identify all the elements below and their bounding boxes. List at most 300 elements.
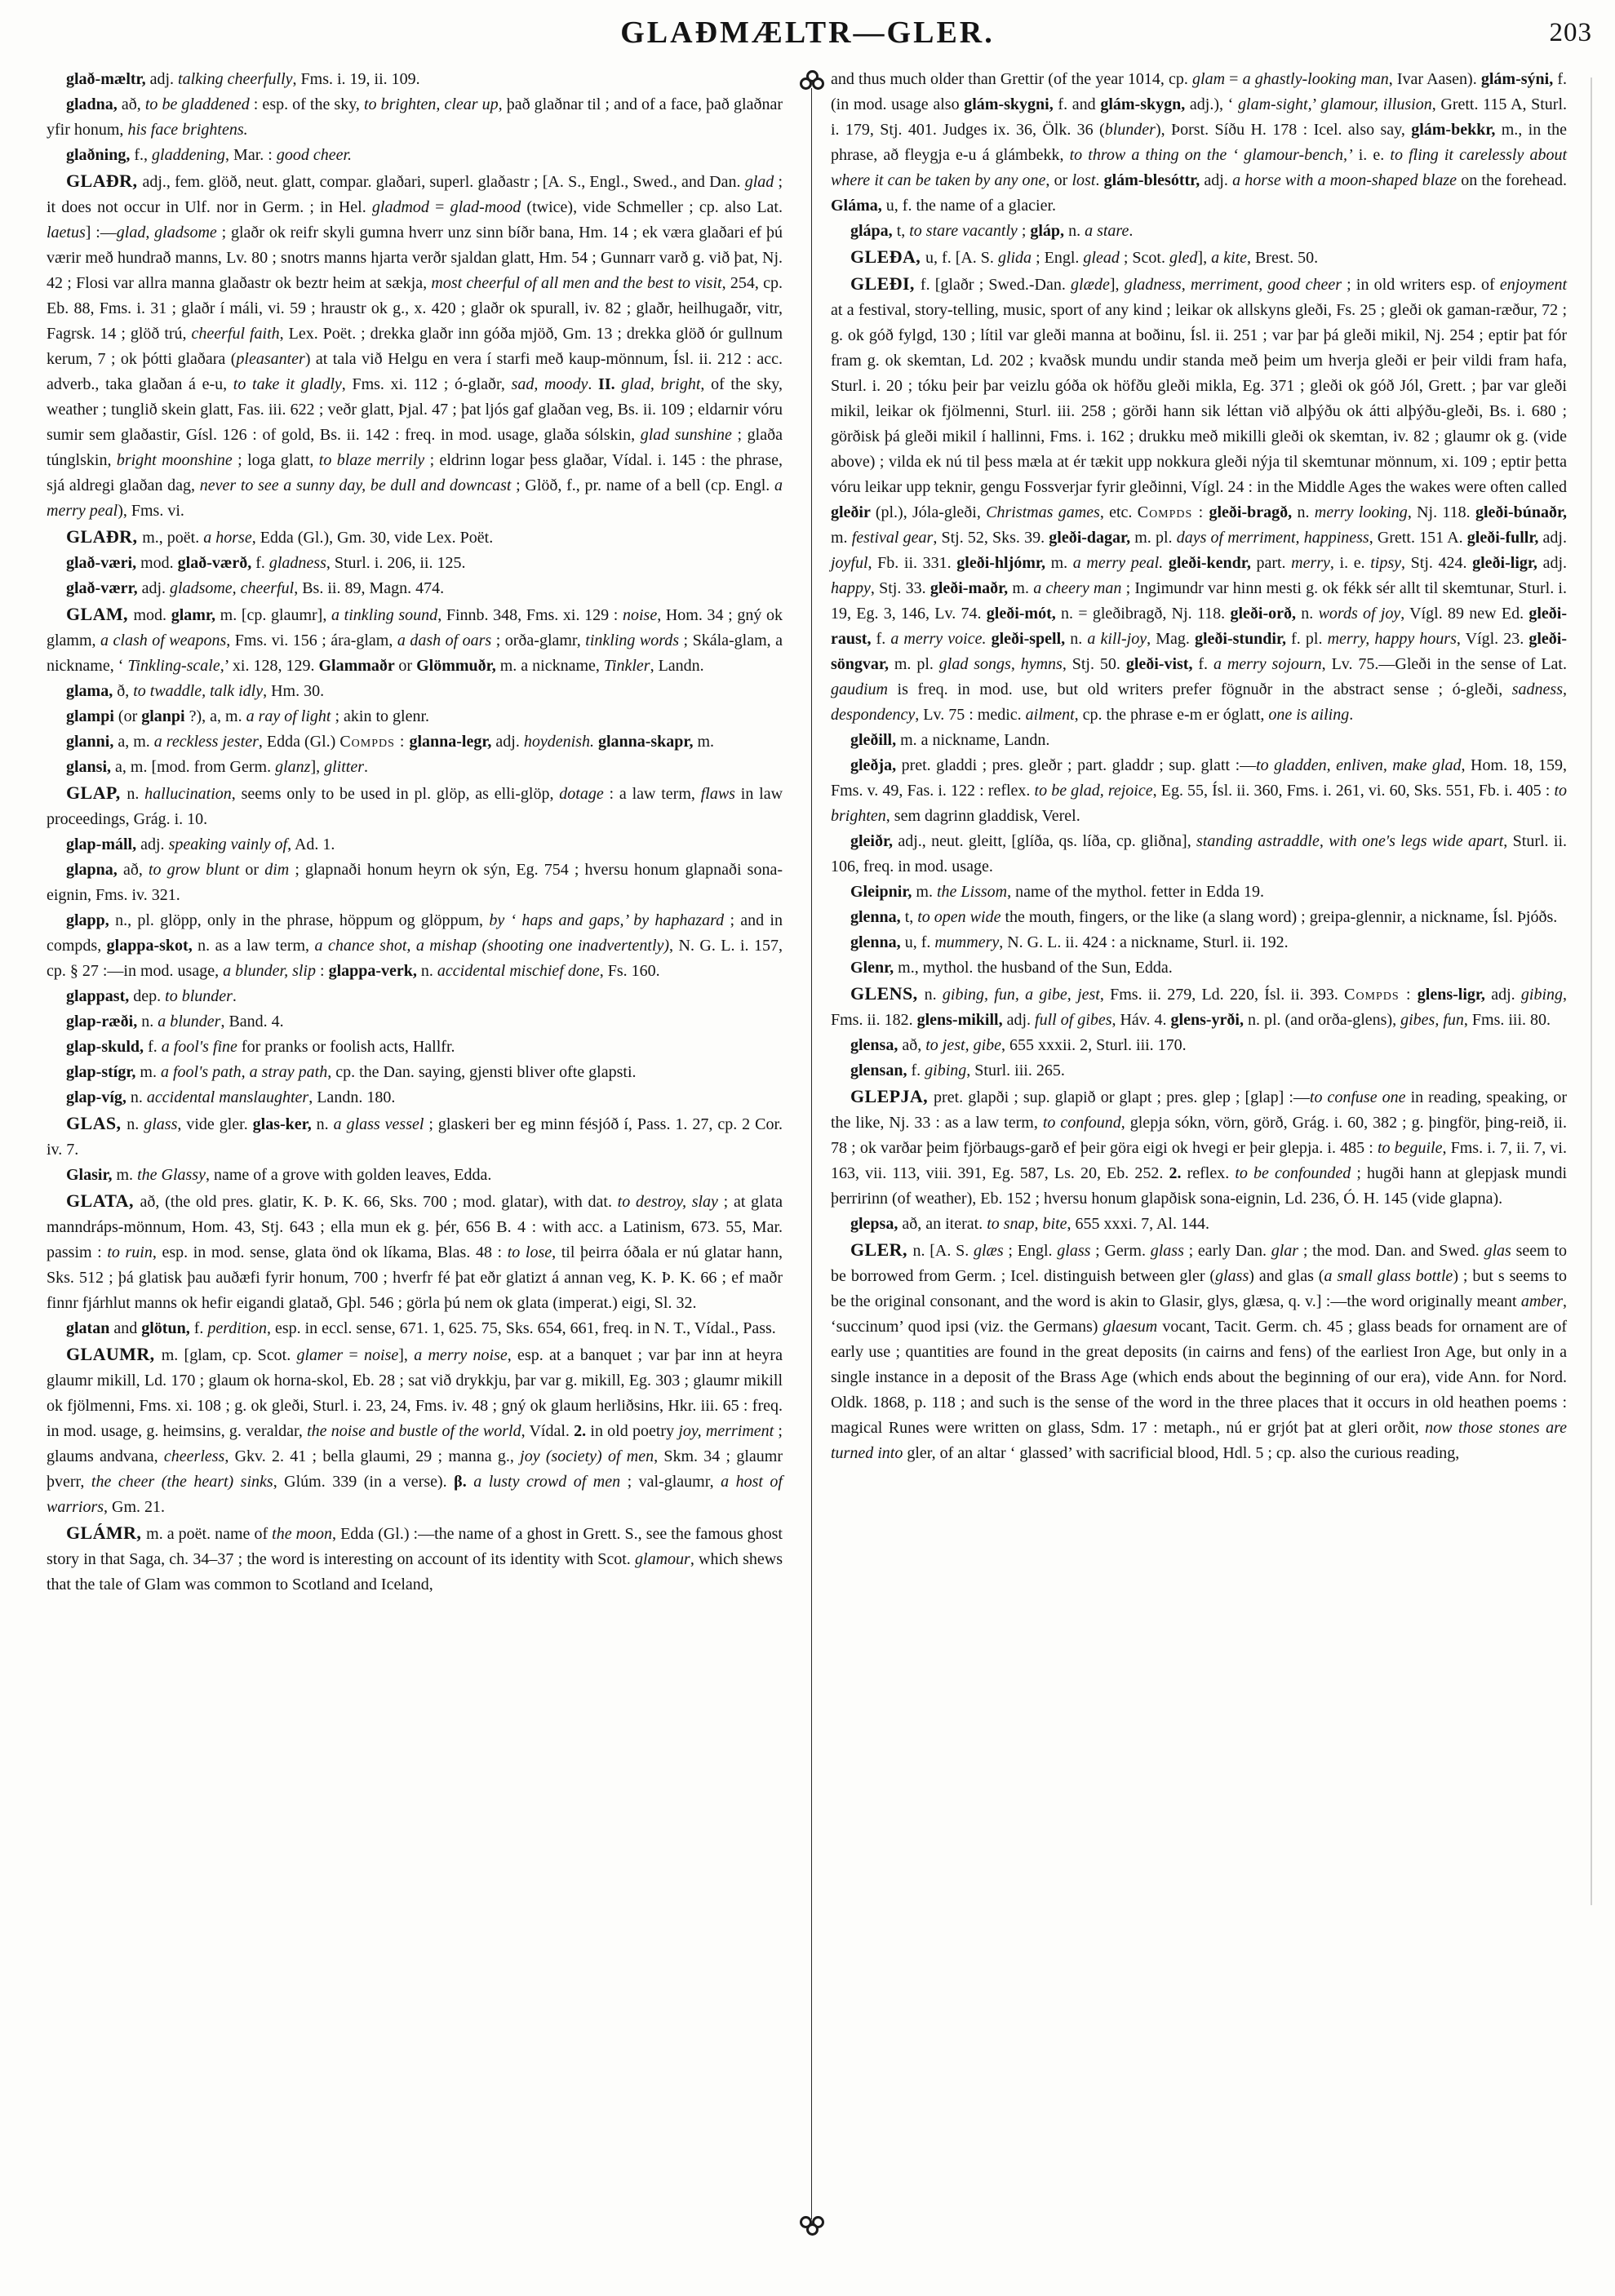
text-run: , glepja sókn, vörn, görð, Grág. i. 60, 382 ; g. þingför, þing-reið, ii. 78 ; ok varðar þeim fjörbaugs-garð ef þeir göra eigi ok hvegi er þeir glepja. i. 485 : bbox=[831, 1114, 1567, 1157]
text-run: það glaðnar til ; and of a face, það glaðnar yfir honum, bbox=[47, 95, 783, 139]
text-run: part. bbox=[1256, 554, 1292, 572]
dictionary-entry bbox=[47, 1035, 783, 1060]
text-run: ; Glöð, f., pr. name of a bell (cp. Engl. bbox=[511, 476, 775, 494]
text-run: glæs bbox=[973, 1242, 1004, 1260]
dictionary-entry bbox=[47, 601, 783, 679]
dictionary-entry bbox=[47, 67, 783, 92]
headword: gleði-ligr, bbox=[1472, 554, 1543, 572]
text-run: to destroy, slay bbox=[617, 1193, 718, 1211]
headword: gleðir bbox=[831, 503, 876, 521]
text-run: ; loga glatt, bbox=[232, 451, 319, 469]
text-run: n. bbox=[1301, 605, 1319, 623]
headword: glapp, bbox=[66, 911, 116, 929]
text-run: að, (the old pres. glatir, K. Þ. K. 66, Sks. 700 ; mod. glatar), with dat. bbox=[140, 1193, 618, 1211]
dictionary-entry bbox=[831, 1237, 1567, 1466]
text-run: (or bbox=[118, 707, 142, 725]
text-run: f. bbox=[148, 1038, 162, 1056]
text-run: , Lv. 75 : medic. bbox=[915, 706, 1026, 724]
text-run: adj. bbox=[1204, 171, 1233, 189]
text-run: , Stj. 33. bbox=[870, 579, 930, 597]
text-run: , Mag. bbox=[1147, 630, 1195, 648]
text-run: or bbox=[398, 657, 417, 675]
text-run: , Stj. 52, Sks. 39. bbox=[933, 529, 1049, 547]
text-run: , name of a grove with golden leaves, Edda. bbox=[205, 1166, 492, 1184]
text-run: festival gear bbox=[851, 529, 934, 547]
text-run: , sem dagrinn gladdisk, Verel. bbox=[885, 807, 1080, 825]
text-run: f. (in mod. usage also bbox=[831, 70, 1568, 113]
column-divider-rule bbox=[811, 88, 812, 2219]
headword: Gláma, bbox=[831, 197, 886, 215]
text-run: f. bbox=[1198, 655, 1213, 673]
headword: gleðill, bbox=[850, 731, 901, 749]
dictionary-entry bbox=[47, 551, 783, 576]
headword: GLAÐR, bbox=[66, 171, 143, 191]
text-run: = bbox=[428, 198, 450, 216]
text-run: to blaze merrily bbox=[318, 451, 425, 469]
headword: glám-skygni, bbox=[964, 95, 1058, 113]
text-run: flaws bbox=[700, 785, 735, 803]
headword: glappast, bbox=[66, 987, 134, 1005]
headword: glanna-skapr, bbox=[597, 733, 698, 751]
text-run: gibes, fun bbox=[1400, 1011, 1464, 1029]
text-run: to ruin bbox=[107, 1243, 153, 1261]
headword: II. bbox=[598, 375, 622, 393]
headword: glenna, bbox=[850, 933, 905, 951]
text-run: , Brest. 50. bbox=[1246, 249, 1319, 267]
text-run: , which shews that the tale of Glam was common to Scotland and Iceland, bbox=[47, 1550, 783, 1593]
text-run: noise bbox=[623, 606, 658, 624]
dictionary-entry bbox=[831, 1084, 1567, 1212]
headword: glað-værð, bbox=[177, 554, 256, 572]
headword: gláp, bbox=[1030, 222, 1069, 240]
text-run: n. bbox=[316, 1115, 334, 1133]
headword: GLER, bbox=[850, 1239, 913, 1260]
text-run: a kill-joy bbox=[1087, 630, 1147, 648]
text-run: = bbox=[1225, 70, 1243, 88]
text-run: good cheer. bbox=[276, 146, 353, 164]
text-run: gibing bbox=[1520, 986, 1564, 1004]
headword: glaðning, bbox=[66, 146, 135, 164]
text-run: glæde bbox=[1071, 276, 1110, 294]
text-run: merry looking bbox=[1314, 503, 1408, 521]
headword: gleiðr, bbox=[850, 832, 898, 850]
text-run: gibing bbox=[925, 1062, 967, 1079]
headword: glamr, bbox=[171, 606, 220, 624]
headword: GLEÐA, bbox=[850, 246, 926, 267]
page-number: 203 bbox=[1549, 18, 1592, 47]
headword: glepsa, bbox=[850, 1215, 903, 1233]
text-run: ), Fms. vi. bbox=[118, 502, 184, 520]
headword: Glasir, bbox=[66, 1166, 117, 1184]
headword: glám-sýni, bbox=[1480, 70, 1558, 88]
text-run: ’ bbox=[1311, 95, 1321, 113]
dictionary-entry bbox=[831, 244, 1567, 271]
text-run: , Fms. xi. 112 ; ó-glaðr, bbox=[341, 375, 512, 393]
text-run: a stare bbox=[1085, 222, 1129, 240]
text-run: m. a nickname, bbox=[499, 657, 604, 675]
text-run: , Fms. i. 7, ii. 7, vi. 163, vii. 113, viii. 391, Eg. 587, Ls. 20, Eb. 252. bbox=[831, 1139, 1567, 1182]
headword: glám-blesóttr, bbox=[1103, 171, 1205, 189]
text-run: Compds : bbox=[1137, 503, 1205, 521]
text-run: Tinkling-scale, bbox=[127, 657, 224, 675]
text-run: gaudium bbox=[831, 680, 888, 698]
headword: glap-stígr, bbox=[66, 1063, 140, 1081]
text-run: a blunder, slip bbox=[223, 962, 316, 980]
text-run: or bbox=[239, 861, 265, 879]
text-run: a glass vessel bbox=[333, 1115, 424, 1133]
dictionary-entry bbox=[831, 905, 1567, 930]
text-run: at a festival, story-telling, music, sport of any kind ; leikar ok allskyns gleði, Fs. 25 ; gleði ok gaman-ræður, 72 ; g. ok góð fylgd, 130 ; lítil var gleði manna at boðinu, Ísl. ii. 251 ; var þar þá gleði mikil, Nj. 254 ; eptir þat fór fram g. ok skemtan, Ld. 202 ; kvaðsk mundu undir standa með þeim um hverja gleði er þeir vildi fram hafa, Sturl. i. 20 ; tóku þeir þar veizlu góða ok höfðu gleði mikla, Eg. 371 ; gleði ok góð Jól, Grett. ; þar var gleði mikil, leikar ok fjölmenni, Sturl. iii. 258 ; görði hann sik léttan við alþýðu ok átti alþýðu-gleði, Bs. i. 680 ; görðisk þá gleði mikil í hallinni, Fms. i. 162 ; drukku með mikilli gleði ok skemtan, iv. 82 ; glaumr ok g. (vide above) ; vilda ek nú til þess mæla at ér tækit upp nokkura gleði nýja til skemtunar mönnum, xi. 109 ; eptir þetta vóru leikar upp teknir, gengu Fossverjar fyrir gleðinni, Vígl. 24 : in the Middle Ages the wakes were often called bbox=[831, 301, 1567, 496]
text-run: , Edda (Gl.) :—the name of a ghost in Grett. S., see the famous ghost story in that Saga, ch. 34–37 ; the word is interesting on account of its identity with Scot. bbox=[47, 1525, 783, 1568]
text-run: adj. bbox=[141, 579, 171, 597]
text-run: in law proceedings, Grág. i. 10. bbox=[47, 785, 783, 828]
text-run: full of gibes bbox=[1035, 1011, 1112, 1029]
text-run: to take it gladly bbox=[233, 375, 342, 393]
text-run: lost bbox=[1071, 171, 1096, 189]
headword: gleði-orð, bbox=[1230, 605, 1302, 623]
text-run: m. bbox=[140, 1063, 161, 1081]
text-run: , til þeirra óðala er nú glatar hann, Sks. 512 ; þá glatisk þau auðæfi fyrir honum, 700 ; hverfr fé þat eðr glatizt á annan veg, K. Þ. K. 66 ; ef maðr finnr fjárhlut manns ok hefir eigandi glatað, Gþl. 546 ; görla þú nem ok glata (imperat.) eigi, Sl. 32. bbox=[47, 1243, 783, 1312]
text-run: adj. bbox=[140, 836, 169, 853]
text-run bbox=[1163, 554, 1169, 572]
text-run: , Ad. 1. bbox=[287, 836, 335, 853]
text-run: , 655 xxxii. 2, Sturl. iii. 170. bbox=[1001, 1036, 1187, 1054]
text-run: adj. bbox=[495, 733, 524, 751]
dictionary-entry bbox=[831, 1058, 1567, 1084]
text-run: , 254, cp. Eb. 88, Fms. i. 31 ; glaðr í máli, vi. 59 ; hraustr ok g., x. 420 ; glaðr ok spurall, iv. 82 ; glaðr, heilhugaðr, vitr, Fagrsk. 14 ; glöð trú, bbox=[47, 274, 783, 343]
text-run: days of merriment, happiness bbox=[1176, 529, 1369, 547]
text-run: : a law term, bbox=[603, 785, 701, 803]
text-run: Christmas games bbox=[986, 503, 1100, 521]
text-run: for pranks or foolish acts, Hallfr. bbox=[237, 1038, 455, 1056]
text-run: , Fms. ii. 182. bbox=[831, 986, 1568, 1029]
text-run: , Edda (Gl.), Gm. 30, vide Lex. Poët. bbox=[251, 529, 494, 547]
text-run: , Fs. 160. bbox=[599, 962, 660, 980]
text-run: u, f. bbox=[904, 933, 935, 951]
text-run: að, an iterat. bbox=[902, 1215, 987, 1233]
text-run: , Landn. 180. bbox=[308, 1088, 396, 1106]
text-run: , N. G. L. ii. 424 : a nickname, Sturl. ii. 192. bbox=[999, 933, 1289, 951]
text-run: m. pl. bbox=[894, 655, 939, 673]
text-run: the mouth, fingers, or the like (a slang word) ; greipa-glennir, a nickname, Ísl. Þjóðs. bbox=[1001, 908, 1558, 926]
text-run: to stare vacantly bbox=[909, 222, 1018, 240]
text-run: , Fms. i. 19, ii. 109. bbox=[292, 70, 420, 88]
headword: Glenr, bbox=[850, 959, 898, 977]
text-run: , Skm. 34 ; glaumr þverr, bbox=[47, 1447, 783, 1491]
text-run: to twaddle, talk idly bbox=[133, 682, 264, 700]
text-run: : esp. of the sky, bbox=[249, 95, 364, 113]
text-run: ; Skála-glam, a nickname, ‘ bbox=[47, 632, 783, 675]
text-run: joyful bbox=[831, 554, 868, 572]
headword: GLENS, bbox=[850, 983, 925, 1004]
text-run: , Hm. 30. bbox=[263, 682, 325, 700]
dictionary-entry bbox=[831, 930, 1567, 955]
dictionary-entry bbox=[831, 271, 1567, 728]
text-run: glamer bbox=[296, 1346, 344, 1364]
text-run: dotage bbox=[559, 785, 604, 803]
text-run: i. e. bbox=[1352, 146, 1391, 164]
headword: 2. bbox=[574, 1422, 591, 1440]
text-column-right bbox=[831, 67, 1567, 1466]
headword: glama, bbox=[66, 682, 118, 700]
text-run: , Grett. 115 A, Sturl. i. 179, Stj. 401. Judges ix. 36, Ölk. 36 ( bbox=[831, 95, 1568, 139]
dictionary-entry bbox=[47, 1316, 783, 1341]
text-run: amber bbox=[1520, 1292, 1563, 1310]
text-run: , ‘succinum’ quod ipsi (viz. the Germans) bbox=[831, 1292, 1567, 1336]
text-run: f. pl. bbox=[1291, 630, 1328, 648]
text-run: to beguile bbox=[1377, 1139, 1443, 1157]
text-run: ; Germ. bbox=[1090, 1242, 1151, 1260]
text-run: . bbox=[1095, 171, 1104, 189]
trefoil-dot bbox=[800, 78, 812, 90]
text-run: ; and in compds, bbox=[47, 911, 783, 955]
text-run: , Sturl. iii. 265. bbox=[966, 1062, 1065, 1079]
trefoil-dot bbox=[806, 2223, 819, 2236]
text-column-left bbox=[47, 67, 783, 1598]
text-run: sad, moody bbox=[511, 375, 588, 393]
text-run: . bbox=[232, 987, 237, 1005]
text-run: n. bbox=[1297, 503, 1315, 521]
text-run: adj., fem. glöð, neut. glatt, compar. glaðari, superl. glaðastr ; [A. S., Engl., Swed., and Dan. bbox=[142, 173, 745, 191]
text-run: a clash of weapons bbox=[100, 632, 227, 649]
text-run: , Lex. Poët. ; drekka glaðr inn góða mjöð, Gm. 13 ; drekka glöð ór gullnum kerum, 7 ; ok þótti glaðara ( bbox=[47, 325, 783, 368]
text-run: glad, bright bbox=[621, 375, 701, 393]
dictionary-entry bbox=[47, 1009, 783, 1035]
text-run: m. bbox=[116, 1166, 138, 1184]
headword: gleði-raust, bbox=[831, 605, 1568, 648]
text-run: Compds : bbox=[339, 733, 406, 751]
text-run: a merry peal bbox=[47, 476, 783, 520]
dictionary-entry bbox=[831, 880, 1567, 905]
text-run: , esp. in mod. sense, glata önd ok líkama, Blas. 48 : bbox=[152, 1243, 508, 1261]
text-run: ; val-glaumr, bbox=[620, 1473, 721, 1491]
text-run: a chance shot, a mishap (shooting one inadvertently) bbox=[314, 937, 670, 955]
text-run: to throw a thing on the ‘ glamour-bench,’ bbox=[1069, 146, 1353, 164]
text-run: ], bbox=[1197, 249, 1212, 267]
text-run: f., bbox=[134, 146, 153, 164]
text-run: , Ivar Aasen). bbox=[1388, 70, 1481, 88]
text-run: and thus much older than Grettir (of the year 1014, cp. bbox=[831, 70, 1193, 88]
headword: glám-bekkr, bbox=[1411, 121, 1502, 139]
headword: GLAM, bbox=[66, 604, 134, 624]
text-run: ; glapnaði honum heyrn ok sýn, Eg. 754 ; hversu honum glapnaði sona-eignin, Fms. iv. 321. bbox=[47, 861, 783, 904]
text-run: , of the sky, weather ; tunglið skein glatt, Fas. iii. 622 ; veðr glatt, Þjal. 47 ; þat ljós gaf glaðan veg, Bs. ii. 109 ; eldarnir vóru sumir sem glaðastir, Gísl. 126 : of gold, Bs. ii. 142 : freq. in mod. usage, glaða sólskin, bbox=[47, 375, 783, 444]
text-run: , 655 xxxi. 7, Al. 144. bbox=[1067, 1215, 1209, 1233]
text-run: hallucination bbox=[144, 785, 232, 803]
headword: GLEÐI, bbox=[850, 273, 921, 294]
text-run: u, f. the name of a glacier. bbox=[885, 197, 1057, 215]
text-run: , i. e. bbox=[1329, 554, 1371, 572]
dictionary-entry bbox=[47, 704, 783, 729]
text-run: gladmod bbox=[371, 198, 429, 216]
text-run: m. bbox=[916, 883, 937, 901]
text-run: a reckless jester bbox=[153, 733, 259, 751]
dictionary-entry bbox=[831, 1033, 1567, 1058]
text-run: , Lv. 75.—Gleði in the sense of Lat. bbox=[1321, 655, 1567, 673]
text-run: a kite bbox=[1211, 249, 1247, 267]
text-run: reflex. bbox=[1187, 1164, 1236, 1182]
text-run: að, bbox=[121, 95, 145, 113]
text-run: m. pl. bbox=[1134, 529, 1177, 547]
text-run: ) at tala við Helgu en vera í starfi með kaup-mönnum, Ísl. ii. 212 : acc. adverb., taka glaðan á e-u, bbox=[47, 350, 783, 393]
text-run: gler, of an altar ‘ glassed’ with sacrificial blood, Hdl. 5 ; cp. also the curious reading, bbox=[903, 1444, 1460, 1462]
text-run: ; bbox=[1017, 222, 1031, 240]
headword: gleði-búnaðr, bbox=[1475, 503, 1568, 521]
text-run: to be gladdened bbox=[144, 95, 250, 113]
headword: glapna, bbox=[66, 861, 123, 879]
text-run: vocant, Tacit. Germ. ch. 45 ; glass beads for ornament are of early use ; quantities are found in the great deposits (in cairns and fens) of the earliest Iron Age, but only in a single instance in a deposit of the Brass Age (which ends about the beginning of our era), vide Ann. for Nord. Oldk. 1868, p. 118 ; and such is the sense of the word in the three places that it occurs in old heathen poems : magical Runes were written on glass, Sdm. 17 : metaph., nú er grjót þat at gleri orðit, bbox=[831, 1318, 1567, 1437]
text-run: , Sturl. ii. 106, freq. in mod. usage. bbox=[831, 832, 1567, 875]
text-run: hoydenish. bbox=[523, 733, 594, 751]
text-run: glad sunshine bbox=[640, 426, 732, 444]
dictionary-entry bbox=[47, 1188, 783, 1316]
headword: GLAÐR, bbox=[66, 526, 143, 547]
text-run: adj., neut. gleitt, [glíða, qs. líða, cp. gliðna], bbox=[898, 832, 1197, 850]
text-run: gladness bbox=[268, 554, 326, 572]
text-run: to blunder bbox=[165, 987, 233, 1005]
text-run: to gladden, enliven, make glad bbox=[1256, 756, 1462, 774]
text-run: glas bbox=[1484, 1242, 1511, 1260]
text-run: n. bbox=[1070, 630, 1088, 648]
text-run: on the forehead. bbox=[1456, 171, 1567, 189]
text-run: enjoyment bbox=[1499, 276, 1567, 294]
dictionary-entry bbox=[831, 1212, 1567, 1237]
text-run: to jest, gibe bbox=[925, 1036, 1001, 1054]
text-run: to snap, bite bbox=[987, 1215, 1067, 1233]
text-run: , Grett. 151 A. bbox=[1369, 529, 1467, 547]
dictionary-entry bbox=[47, 1341, 783, 1520]
text-run: ; Ingimundr var hinn mesti g. ok fékk sér allt til skemtunar, Sturl. i. 19, Eg. 3, 146, Lv. 74. bbox=[831, 579, 1567, 623]
headword: glanpi bbox=[141, 707, 185, 725]
headword: Glammaðr bbox=[318, 657, 399, 675]
text-run: gladsome, cheerful bbox=[170, 579, 295, 597]
text-run: , Edda (Gl.) bbox=[258, 733, 340, 751]
page-title: GLAÐMÆLTR—GLER. bbox=[620, 16, 995, 50]
text-run: . bbox=[1349, 706, 1354, 724]
text-run: tipsy bbox=[1370, 554, 1402, 572]
text-run: in reading, speaking, or the like, Nj. 33 : as a law term, bbox=[831, 1088, 1568, 1132]
headword: gleði-stundir, bbox=[1194, 630, 1292, 648]
text-run: glam-sight, bbox=[1238, 95, 1312, 113]
headword: gleði-dagar, bbox=[1049, 529, 1135, 547]
text-run: ; at glata manndráps-mönnum, Hom. 43, Stj. 643 ; ella mun ek g. þér, 656 B. 4 : with acc. a Latinism, 673. 55, Mar. passim : bbox=[47, 1193, 783, 1261]
text-run: noise bbox=[364, 1346, 399, 1364]
text-run: the noise and bustle of the world bbox=[307, 1422, 521, 1440]
text-run: (twice), vide Schmeller ; cp. also Lat. bbox=[521, 198, 783, 216]
text-run: . bbox=[364, 758, 369, 776]
headword: glensa, bbox=[850, 1036, 903, 1054]
text-run: , Háv. 4. bbox=[1111, 1011, 1171, 1029]
text-run: one is ailing bbox=[1268, 706, 1350, 724]
text-run: að, bbox=[122, 861, 149, 879]
text-run: speaking vainly of bbox=[168, 836, 288, 853]
text-run: ], bbox=[310, 758, 325, 776]
text-run: . bbox=[588, 375, 599, 393]
text-run: n. = gleðibragð, Nj. 118. bbox=[1061, 605, 1231, 623]
text-run: glead bbox=[1083, 249, 1120, 267]
text-run: to be glad, rejoice bbox=[1034, 782, 1153, 800]
text-run: n. bbox=[126, 785, 145, 803]
text-run: sadness, despondency bbox=[831, 680, 1567, 724]
text-run: dep. bbox=[133, 987, 166, 1005]
text-run: n. bbox=[126, 1115, 144, 1133]
text-run: adj. bbox=[1542, 529, 1567, 547]
text-run: ; akin to glenr. bbox=[331, 707, 430, 725]
trefoil-ornament-top-icon bbox=[799, 70, 825, 91]
headword: gleði-vist, bbox=[1125, 655, 1199, 673]
text-run: Tinkler bbox=[603, 657, 650, 675]
text-run: his face brightens. bbox=[127, 121, 248, 139]
text-run: ; the mod. Dan. and Swed. bbox=[1298, 1242, 1484, 1260]
text-run: is freq. in mod. use, but old writers prefer fögnuðr in the abstract sense ; ó-gleði, bbox=[888, 680, 1512, 698]
text-run: gibing, fun, a gibe, jest bbox=[942, 986, 1100, 1004]
text-run: , Vídal. bbox=[521, 1422, 575, 1440]
text-run: to fling it carelessly about where it can be taken by any one bbox=[831, 146, 1568, 189]
text-run: glamour, illusion bbox=[1320, 95, 1432, 113]
text-run: adj. bbox=[1006, 1011, 1036, 1029]
dictionary-entry bbox=[47, 1085, 783, 1110]
text-run: adj. bbox=[149, 70, 179, 88]
text-run: laetus bbox=[47, 224, 86, 242]
text-run: t, bbox=[896, 222, 910, 240]
text-run: , Bs. ii. 89, Magn. 474. bbox=[294, 579, 445, 597]
text-run: a horse bbox=[203, 529, 252, 547]
headword: Gleipnir, bbox=[850, 883, 916, 901]
text-run: ], bbox=[398, 1346, 415, 1364]
text-run: (pl.), Jóla-gleði, bbox=[875, 503, 987, 521]
text-run: ; Engl. bbox=[1003, 1242, 1058, 1260]
dictionary-entry bbox=[831, 981, 1567, 1033]
text-run: merry, happy hours bbox=[1327, 630, 1457, 648]
text-run: joy (society) of men bbox=[520, 1447, 654, 1465]
dictionary-entry bbox=[47, 984, 783, 1009]
text-run: ) and glas ( bbox=[1249, 1267, 1324, 1285]
dictionary-entry bbox=[47, 729, 783, 755]
text-run: , Mar. : bbox=[225, 146, 277, 164]
text-run: m. bbox=[697, 733, 715, 751]
text-run: the moon bbox=[272, 1525, 333, 1543]
headword: glens-mikill, bbox=[916, 1011, 1007, 1029]
headword: glenna, bbox=[850, 908, 905, 926]
text-run: u, f. [A. S. bbox=[925, 249, 998, 267]
text-run: ; glaðr ok reifr skyli gumna hverr unz sinn bíðr bana, Hm. 14 ; ek væra glaðari ef þú værir með hundrað manns, Lv. 80 ; snotrs manns hjarta verðr sjaldan glatt, Hm. 54 ; Gunnarr varð g. við þat, Nj. 42 ; Flosi var allra manna glaðastr ok beztr heim at sækja, bbox=[47, 224, 783, 292]
text-run: n. [A. S. bbox=[912, 1242, 974, 1260]
dictionary-entry bbox=[47, 1060, 783, 1085]
text-run: = bbox=[343, 1346, 365, 1364]
dictionary-entry bbox=[47, 576, 783, 601]
text-run: n. bbox=[1068, 222, 1085, 240]
text-run: glanz bbox=[275, 758, 311, 776]
headword: GLAS, bbox=[66, 1113, 127, 1133]
headword: glampi bbox=[66, 707, 118, 725]
text-run: by ‘ haps and gaps,’ by haphazard bbox=[489, 911, 725, 929]
text-run: accidental manslaughter bbox=[146, 1088, 309, 1106]
headword: glap-skuld, bbox=[66, 1038, 149, 1056]
text-run: , Stj. 50. bbox=[1062, 655, 1126, 673]
headword: glap-máll, bbox=[66, 836, 141, 853]
text-run: a small glass bottle bbox=[1324, 1267, 1453, 1285]
text-run: f. bbox=[911, 1062, 925, 1079]
text-run: merry bbox=[1291, 554, 1330, 572]
text-run: to be confounded bbox=[1235, 1164, 1351, 1182]
headword: glappa-skot, bbox=[106, 937, 198, 955]
dictionary-entry bbox=[47, 679, 783, 704]
text-run: n. bbox=[130, 1088, 147, 1106]
text-run: n. as a law term, bbox=[197, 937, 315, 955]
text-run: , Fb. ii. 331. bbox=[867, 554, 957, 572]
text-run: , vide gler. bbox=[177, 1115, 253, 1133]
text-run: words of joy bbox=[1318, 605, 1401, 623]
